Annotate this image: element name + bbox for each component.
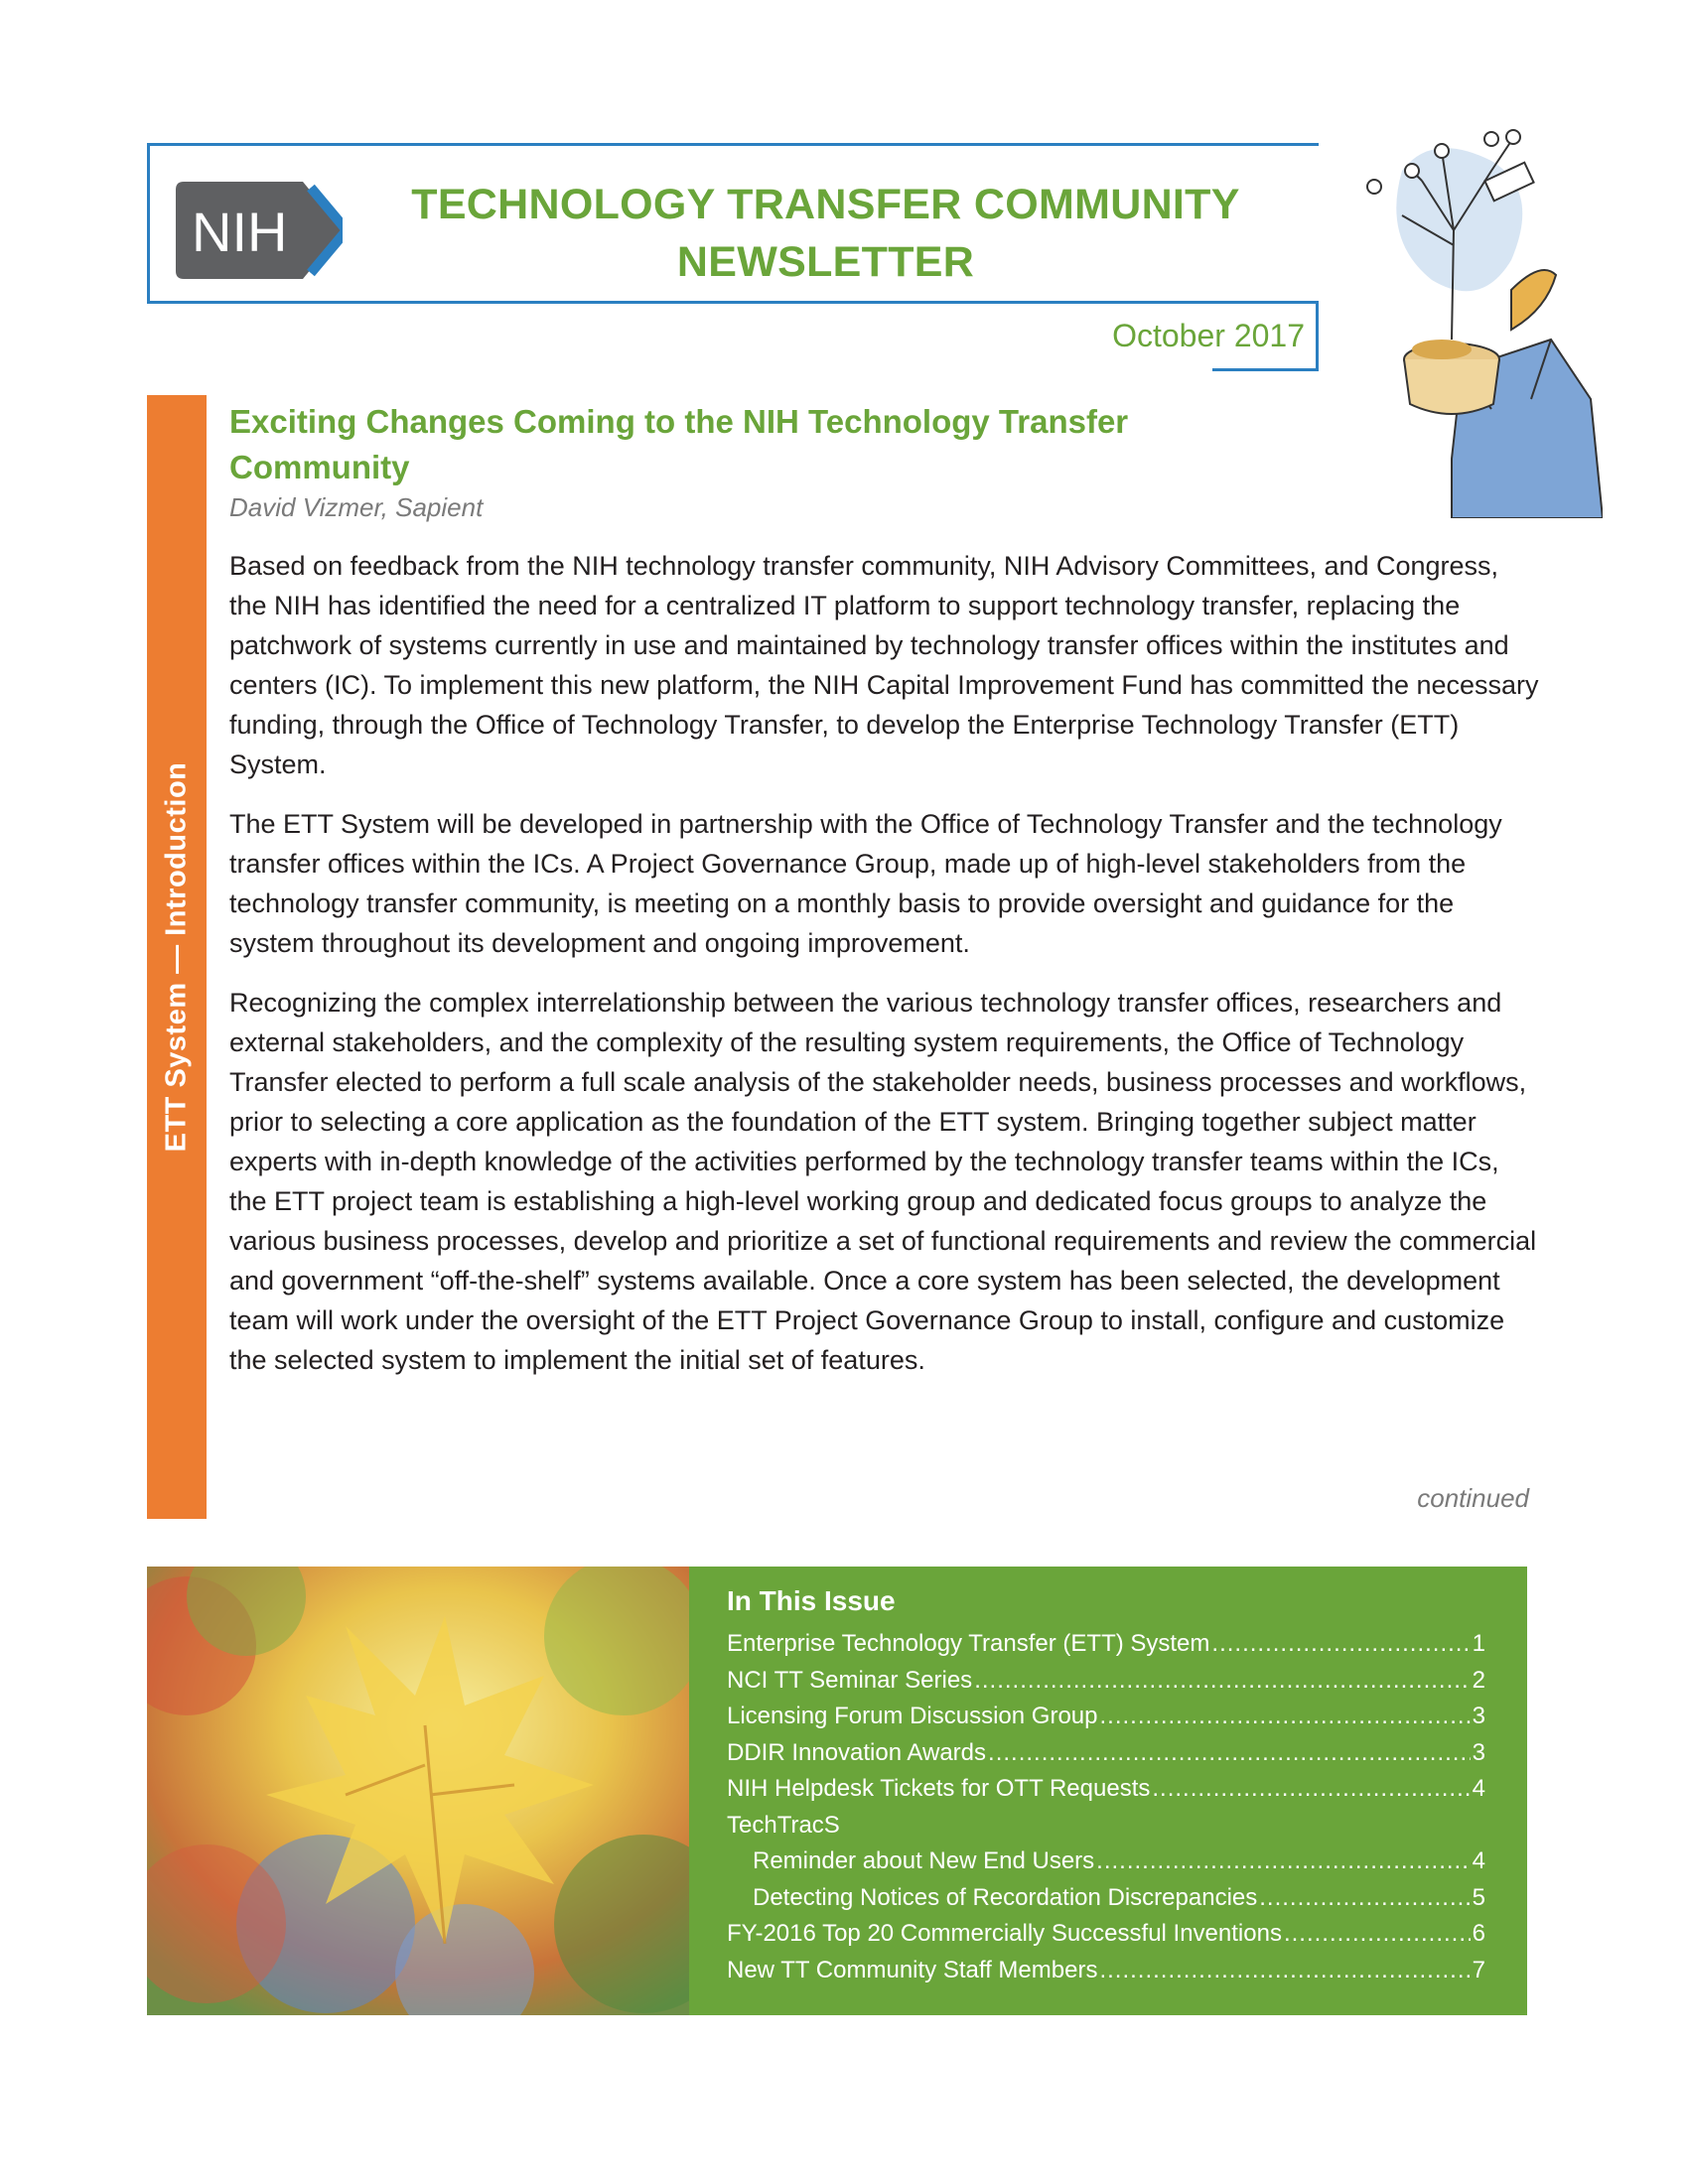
toc-item-label: Reminder about New End Users	[753, 1847, 1095, 1874]
toc-item-label: DDIR Innovation Awards	[727, 1738, 987, 1766]
toc-leader-dots	[1284, 1916, 1471, 1953]
toc-leader-dots	[1152, 1771, 1470, 1808]
masthead	[147, 143, 1319, 304]
nih-logo-text: NIH	[192, 201, 288, 263]
toc-item-page: 3	[1472, 1738, 1485, 1766]
newsletter-title	[339, 176, 1313, 291]
toc-item-label: New TT Community Staff Members	[727, 1956, 1098, 1983]
toc-item[interactable]	[727, 1699, 1485, 1735]
toc-subitem[interactable]	[727, 1843, 1485, 1880]
issue-date: October 2017	[1112, 318, 1305, 353]
in-this-issue-panel	[689, 1567, 1527, 2015]
toc-item-page: 6	[1472, 1920, 1485, 1947]
toc-leader-dots	[974, 1663, 1470, 1700]
article	[229, 399, 1540, 1400]
article-paragraph: Based on feedback from the NIH technology transfer community, NIH Advisory Committees, and Congress, the NIH has identified the need for a centralized IT platform to support technology transfer, replacing the patchwork of systems currently in use and maintained by technology transfer offices within the institutes and centers (IC). To implement this new platform, the NIH Capital Improvement Fund has committed the necessary funding, through the Office of Technology Transfer, to develop the Enterprise Technology Transfer (ETT) System.	[229, 551, 1539, 779]
newsletter-title-line2: NEWSLETTER	[676, 238, 975, 286]
article-body	[229, 546, 1540, 1380]
article-paragraph: The ETT System will be developed in partnership with the Office of Technology Transfer and the technology transfer offices within the ICs. A Project Governance Group, made up of high-level stakeholders from the technology transfer community, is meeting on a monthly basis to provide oversight and guidance for the system throughout its development and ongoing improvement.	[229, 809, 1502, 958]
toc-item-page: 4	[1472, 1775, 1485, 1802]
toc-item-label: FY-2016 Top 20 Commercially Successful Inventions	[727, 1920, 1282, 1947]
toc-item-page: 7	[1472, 1956, 1485, 1983]
toc-item[interactable]	[727, 1735, 1485, 1772]
toc-item-label: Enterprise Technology Transfer (ETT) System	[727, 1630, 1210, 1657]
toc-item[interactable]	[727, 1916, 1485, 1953]
toc-item-label: Licensing Forum Discussion Group	[727, 1703, 1098, 1729]
toc-item[interactable]	[727, 1663, 1485, 1700]
toc-item-page: 5	[1472, 1883, 1485, 1911]
article-headline: Exciting Changes Coming to the NIH Technology Transfer Community	[229, 403, 1129, 485]
article-byline: David Vizmer, Sapient	[229, 492, 484, 522]
toc-heading: In This Issue	[727, 1585, 896, 1616]
toc-leader-dots	[1211, 1626, 1470, 1663]
toc-leader-dots	[1099, 1953, 1470, 1989]
toc-group-heading[interactable]	[727, 1808, 1485, 1844]
toc-leader-dots	[1259, 1880, 1470, 1917]
toc-item-page: 1	[1472, 1630, 1485, 1657]
nih-logo	[176, 182, 343, 279]
toc-item-page: 4	[1472, 1847, 1485, 1874]
toc-subitem[interactable]	[727, 1880, 1485, 1917]
toc-item[interactable]	[727, 1771, 1485, 1808]
toc-leader-dots	[1100, 1699, 1471, 1735]
toc-leader-dots	[988, 1735, 1471, 1772]
toc-list	[727, 1626, 1485, 1988]
toc-item-page: 3	[1472, 1703, 1485, 1729]
toc-item-page: 2	[1472, 1666, 1485, 1694]
article-paragraph: Recognizing the complex interrelationship between the various technology transfer offices, researchers and external stakeholders, and the complexity of the resulting system requirements, the Office of Technology Transfer elected to perform a full scale analysis of the stakeholder needs, business processes and workflows, prior to selecting a core application as the foundation of the ETT system. Bringing together subject matter experts with in-depth knowledge of the activities performed by the technology transfer teams within the ICs, the ETT project team is establishing a high-level working group and dedicated focus groups to analyze the various business processes, develop and prioritize a set of functional requirements and review the commercial and government “off-the-shelf” systems available. Once a core system has been selected, the development team will work under the oversight of the ETT Project Governance Group to install, configure and customize the selected system to implement the initial set of features.	[229, 988, 1537, 1375]
toc-item-label: NIH Helpdesk Tickets for OTT Requests	[727, 1775, 1151, 1802]
toc-item-label: NCI TT Seminar Series	[727, 1666, 973, 1694]
toc-item[interactable]	[727, 1626, 1485, 1663]
autumn-leaf-painting	[147, 1567, 689, 2015]
newsletter-title-line1: TECHNOLOGY TRANSFER COMMUNITY	[411, 181, 1240, 228]
toc-leader-dots	[1096, 1843, 1470, 1880]
toc-item-label: TechTracS	[727, 1811, 840, 1839]
toc-item[interactable]	[727, 1953, 1485, 1989]
continued-label: continued	[1417, 1483, 1529, 1513]
section-label: ETT System — Introduction	[160, 761, 193, 1153]
section-sidebar	[147, 395, 207, 1519]
toc-item-label: Detecting Notices of Recordation Discrepancies	[753, 1883, 1258, 1911]
